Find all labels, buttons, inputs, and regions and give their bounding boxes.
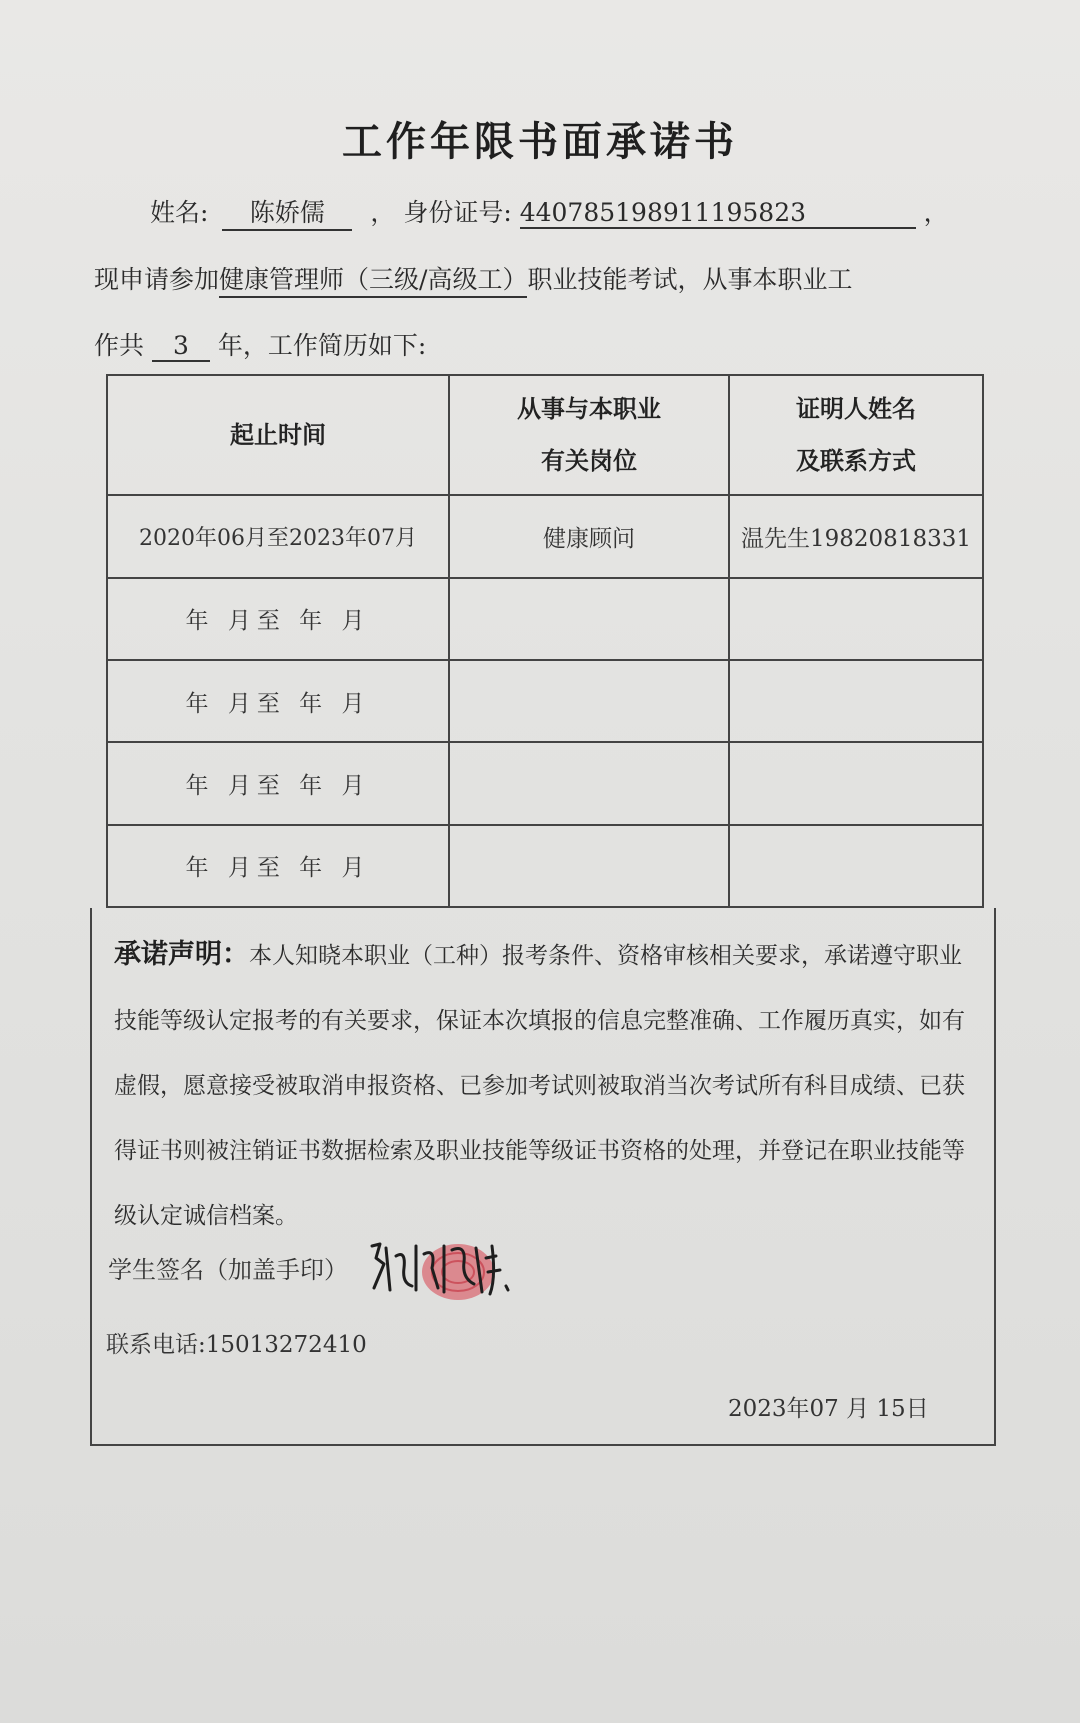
position-cell: 健康顾问 — [449, 495, 729, 577]
declaration-box — [90, 908, 996, 1446]
table-row — [107, 495, 983, 577]
table-header-row — [107, 375, 983, 495]
header-position-line2: 有关岗位 — [541, 447, 637, 476]
reference-cell-blank — [729, 660, 983, 742]
reference-cell: 温先生19820818331 — [729, 495, 983, 577]
exam-name: 健康管理师（三级/高级工） — [219, 260, 527, 298]
header-position — [449, 375, 729, 495]
position-cell-blank — [449, 825, 729, 907]
sign-date: 2023年07 月 15日 — [728, 1396, 929, 1422]
id-label: 身份证号: — [403, 198, 512, 227]
declaration-text — [114, 922, 984, 1249]
intro-line-2 — [94, 260, 852, 298]
header-reference-line1: 证明人姓名 — [796, 395, 916, 424]
phone-label: 联系电话: — [106, 1332, 206, 1358]
page-title: 工作年限书面承诺书 — [342, 119, 738, 165]
position-cell-blank — [449, 578, 729, 660]
comma: ， — [370, 198, 396, 227]
header-reference-line2: 及联系方式 — [796, 447, 916, 476]
reference-cell-blank — [729, 578, 983, 660]
declaration-heading: 承诺声明： — [114, 939, 249, 970]
reference-cell-blank — [729, 825, 983, 907]
signature-label: 学生签名（加盖手印） — [108, 1256, 348, 1284]
comma-2: ， — [923, 198, 949, 227]
period-cell-blank: 年 月至 年 月 — [107, 578, 449, 660]
table-row — [107, 660, 983, 742]
apply-suffix: 职业技能考试，从事本职业工 — [527, 265, 853, 294]
intro-line-3 — [94, 326, 426, 362]
table-row — [107, 825, 983, 907]
declaration-body: 本人知晓本职业（工种）报考条件、资格审核相关要求，承诺遵守职业技能等级认定报考的有关要求，保证本次填报的信息完整准确、工作履历真实，如有虚假，愿意接受被取消申报资格、已参加考试则被取消当次考试所有科目成绩、已获得证书则被注销证书数据检索及职业技能等级证书资格的处理，并登记在职业技能等级认定诚信档案。 — [114, 943, 965, 1229]
contact-phone — [106, 1326, 367, 1359]
period-cell-blank: 年 月至 年 月 — [107, 825, 449, 907]
position-cell-blank — [449, 660, 729, 742]
signature-fingerprint-image — [366, 1228, 516, 1318]
period-cell-blank: 年 月至 年 月 — [107, 742, 449, 824]
period-cell-blank: 年 月至 年 月 — [107, 660, 449, 742]
years-value: 3 — [152, 331, 210, 362]
table-row — [107, 578, 983, 660]
position-cell-blank — [449, 742, 729, 824]
work-history-table — [106, 374, 984, 908]
id-value: 440785198911195823 — [520, 198, 916, 229]
header-position-line1: 从事与本职业 — [517, 395, 661, 424]
intro-line-1 — [150, 193, 949, 231]
phone-value: 15013272410 — [205, 1332, 367, 1358]
header-reference — [729, 375, 983, 495]
name-value: 陈娇儒 — [222, 193, 352, 231]
table-row — [107, 742, 983, 824]
header-period: 起止时间 — [107, 375, 449, 495]
years-prefix: 作共 — [94, 331, 145, 360]
reference-cell-blank — [729, 742, 983, 824]
years-suffix: 年，工作简历如下: — [217, 331, 427, 360]
name-label: 姓名: — [150, 198, 209, 227]
apply-prefix: 现申请参加 — [94, 265, 220, 294]
period-cell: 2020年06月至2023年07月 — [107, 495, 449, 577]
